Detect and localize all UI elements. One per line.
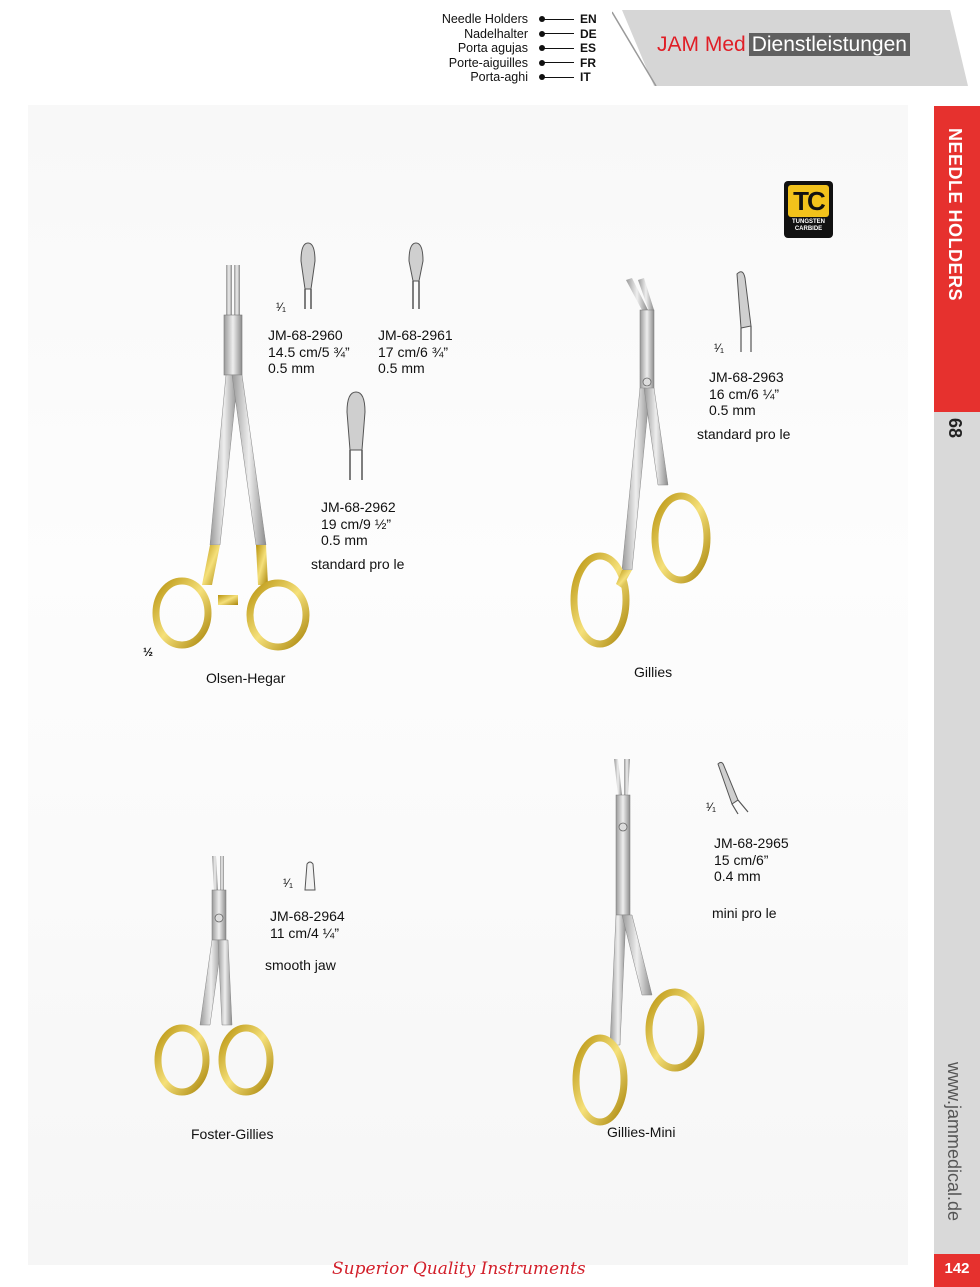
profile-label: standard pro le: [311, 556, 405, 572]
badge-line-1: TUNGSTEN: [792, 219, 825, 225]
divider: [544, 19, 574, 20]
product-code: JM-68-2961: [378, 327, 453, 343]
profile-label: smooth jaw: [265, 957, 336, 973]
footer-tagline: Superior Quality Instruments: [332, 1259, 586, 1279]
language-row-fr: [380, 56, 610, 71]
brand-logo: [657, 33, 910, 57]
language-code: FR: [580, 55, 596, 70]
product-code: JM-68-2960: [268, 327, 343, 343]
product-code: JM-68-2963: [709, 369, 784, 385]
product-spec-2961: [378, 327, 453, 377]
tip-detail-2961: [406, 241, 426, 311]
tip-detail-2965: [712, 760, 752, 816]
tip-detail-2963: [733, 270, 755, 355]
tip-detail-2960: [298, 241, 318, 311]
divider: [544, 33, 574, 34]
product-name: Foster-Gillies: [191, 1126, 274, 1142]
divider: [544, 48, 574, 49]
profile-label: mini pro le: [712, 905, 777, 921]
language-name: Porta-aghi: [470, 70, 528, 84]
language-row-es: [380, 41, 610, 56]
product-tip: 0.5 mm: [709, 402, 756, 418]
product-spec-2964: [270, 908, 345, 941]
badge-line-2: CARBIDE: [794, 226, 823, 232]
product-size: 14.5 cm/5 ¾”: [268, 343, 350, 360]
language-code: ES: [580, 41, 597, 55]
olsen-hegar-instrument: [140, 255, 320, 655]
chapter-number: 68: [945, 418, 965, 439]
badge-letters: TC: [788, 185, 829, 217]
language-code: DE: [580, 26, 597, 41]
language-row-en: [380, 12, 610, 27]
language-name: Porta agujas: [457, 41, 528, 55]
product-size: 11 cm/4 ¼”: [270, 924, 339, 941]
product-spec-2965: [714, 835, 789, 885]
language-name: Porte-aiguilles: [448, 55, 528, 70]
divider: [544, 77, 574, 78]
product-name: Olsen-Hegar: [206, 670, 286, 686]
tip-detail-2964: [303, 860, 317, 892]
scale-label: ½: [143, 645, 154, 659]
product-tip: 0.5 mm: [378, 360, 425, 376]
product-size: 15 cm/6”: [714, 851, 769, 868]
foster-gillies-instrument: [148, 850, 283, 1110]
language-row-de: [380, 27, 610, 42]
product-tip: 0.5 mm: [268, 360, 315, 376]
product-name: Gillies-Mini: [607, 1124, 676, 1140]
page-number: 142: [944, 1260, 970, 1277]
product-code: JM-68-2962: [321, 499, 396, 515]
divider: [544, 62, 574, 63]
brand-suffix: Dienstleistungen: [749, 33, 910, 56]
product-size: 16 cm/6 ¼”: [709, 385, 780, 402]
tip-scale-label: ¹⁄₁: [714, 341, 725, 355]
language-name: Needle Holders: [441, 12, 528, 26]
tip-detail-2962: [343, 390, 369, 482]
product-code: JM-68-2964: [270, 908, 345, 924]
tip-scale-label: ¹⁄₁: [276, 300, 287, 314]
brand-name: JAM Med: [657, 33, 746, 56]
language-list: [380, 12, 610, 85]
tip-scale-label: ¹⁄₁: [706, 800, 717, 814]
product-size: 17 cm/6 ¾”: [378, 343, 449, 360]
section-title: NEEDLE HOLDERS: [945, 128, 965, 302]
website-url: www.jammedical.de: [944, 1062, 964, 1222]
product-spec-2963: [709, 369, 784, 419]
gillies-mini-instrument: [560, 755, 710, 1130]
product-tip: 0.4 mm: [714, 868, 761, 884]
product-name: Gillies: [634, 664, 673, 680]
tungsten-carbide-badge: [784, 181, 833, 238]
product-spec-2960: [268, 327, 350, 377]
language-code: EN: [580, 12, 597, 26]
product-code: JM-68-2965: [714, 835, 789, 851]
product-size: 19 cm/9 ½”: [321, 515, 392, 532]
language-code: IT: [580, 70, 591, 84]
tip-scale-label: ¹⁄₁: [283, 876, 294, 890]
gillies-instrument: [560, 270, 730, 655]
profile-label: standard pro le: [697, 426, 791, 442]
product-tip: 0.5 mm: [321, 532, 368, 548]
language-name: Nadelhalter: [464, 26, 528, 41]
language-row-it: [380, 70, 610, 85]
product-spec-2962: [321, 499, 396, 549]
